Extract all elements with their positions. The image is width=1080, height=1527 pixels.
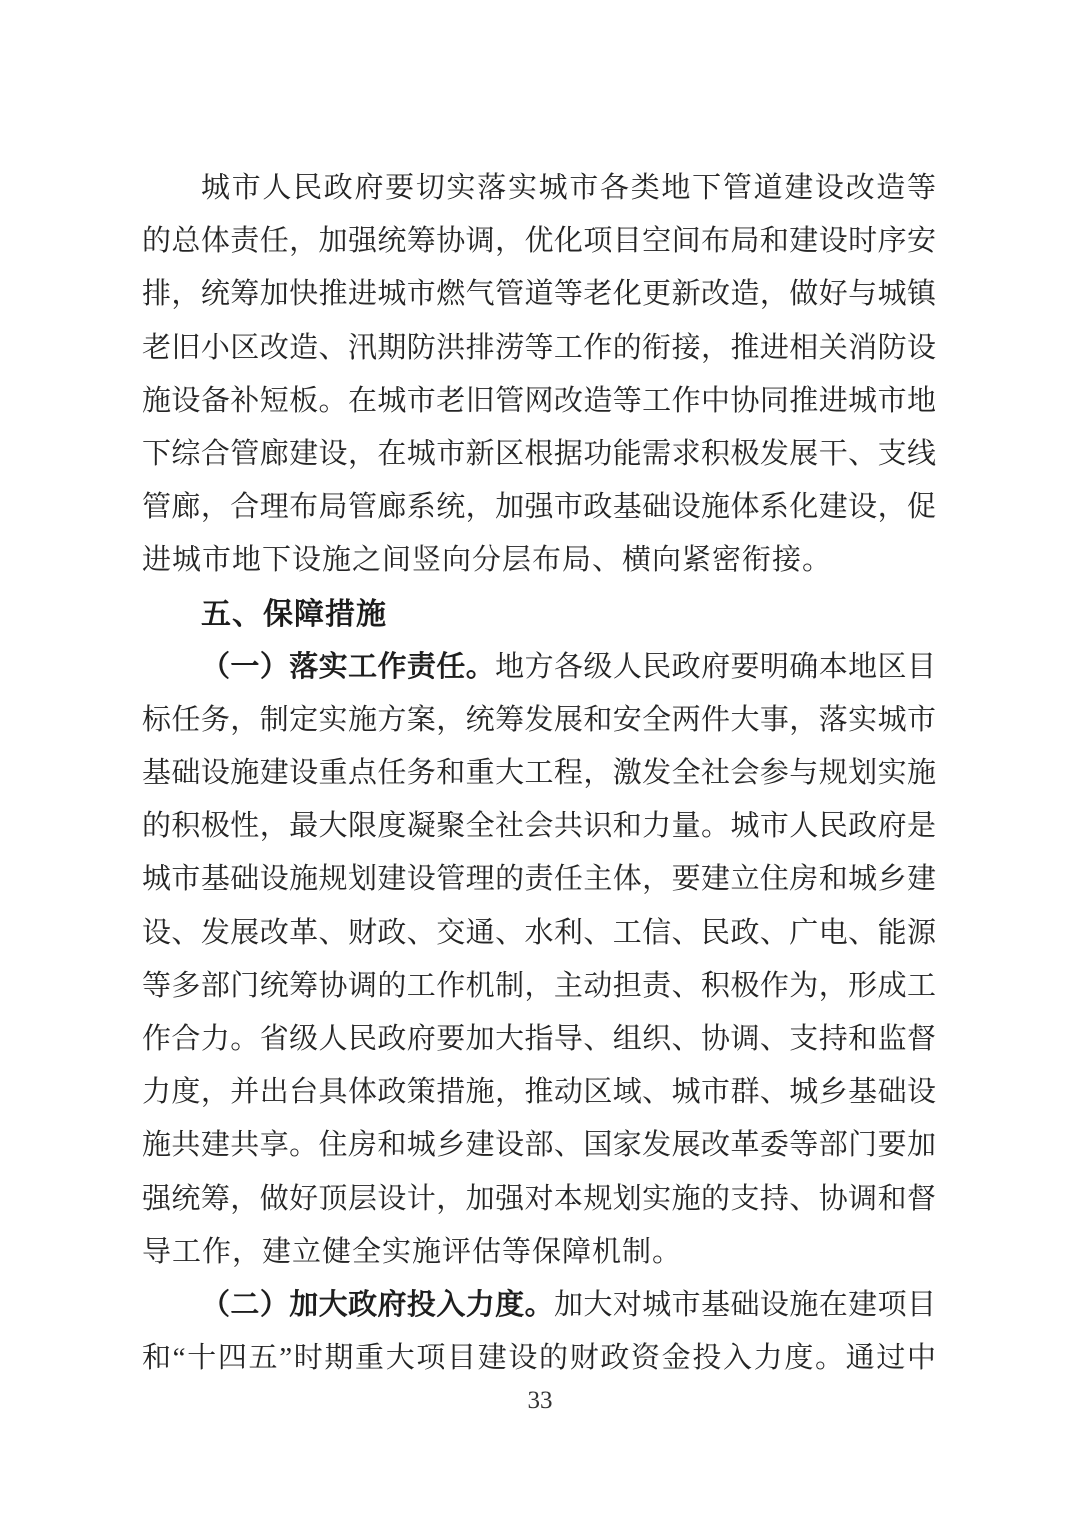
- line-text: 等多部门统筹协调的工作机制，主动担责、积极作为，形成工: [142, 969, 936, 1002]
- text-line: [142, 481, 936, 534]
- line-text: 城市基础设施规划建设管理的责任主体，要建立住房和城乡建: [142, 863, 936, 896]
- line-text: 和“十四五”时期重大项目建设的财政资金投入力度。通过中: [142, 1342, 936, 1375]
- text-line: [142, 322, 936, 375]
- text-line: [142, 853, 936, 906]
- text-line: [142, 428, 936, 481]
- line-text: 设、发展改革、财政、交通、水利、工信、民政、广电、能源: [142, 916, 936, 949]
- text-line: [142, 1066, 936, 1119]
- text-line: [142, 534, 936, 587]
- line-text: 的总体责任，加强统筹协调，优化项目空间布局和建设时序安: [142, 225, 936, 258]
- paragraph-lead: （一）落实工作责任。: [201, 650, 496, 683]
- page-number: 33: [527, 1387, 553, 1414]
- text-line: [142, 375, 936, 428]
- line-text: 标任务，制定实施方案，统筹发展和安全两件大事，落实城市: [142, 703, 936, 736]
- line-text: 施设备补短板。在城市老旧管网改造等工作中协同推进城市地: [142, 384, 936, 417]
- text-line: [142, 907, 936, 960]
- line-text: 城市人民政府要切实落实城市各类地下管道建设改造等: [201, 172, 936, 204]
- line-text: 五、保障措施: [201, 597, 387, 631]
- text-line: [142, 215, 936, 268]
- text-line: [142, 162, 936, 215]
- text-line: [142, 960, 936, 1013]
- line-text: 强统筹，做好顶层设计，加强对本规划实施的支持、协调和督: [142, 1182, 936, 1215]
- line-text: 基础设施建设重点任务和重大工程，激发全社会参与规划实施: [142, 757, 936, 790]
- line-text: 地方各级人民政府要明确本地区目: [495, 650, 936, 683]
- line-text: 加大对城市基础设施在建项目: [554, 1288, 936, 1321]
- text-line: [142, 1279, 936, 1332]
- text-line: [142, 1013, 936, 1066]
- paragraph-lead: （二）加大政府投入力度。: [201, 1288, 554, 1321]
- line-text: 老旧小区改造、汛期防洪排涝等工作的衔接，推进相关消防设: [142, 331, 936, 364]
- line-text: 导工作，建立健全实施评估等保障机制。: [142, 1235, 683, 1268]
- text-line: [142, 1173, 936, 1226]
- text-line: [142, 747, 936, 800]
- line-text: 施共建共享。住房和城乡建设部、国家发展改革委等部门要加: [142, 1129, 936, 1162]
- text-line: [142, 1332, 936, 1385]
- text-line: [142, 1119, 936, 1172]
- line-text: 管廊，合理布局管廊系统，加强市政基础设施体系化建设，促: [142, 491, 936, 524]
- text-line: [142, 800, 936, 853]
- line-text: 排，统筹加快推进城市燃气管道等老化更新改造，做好与城镇: [142, 278, 936, 311]
- text-line: [142, 641, 936, 694]
- text-line: [142, 694, 936, 747]
- section-heading: [142, 588, 936, 641]
- line-text: 进城市地下设施之间竖向分层布局、横向紧密衔接。: [142, 544, 833, 577]
- text-line: [142, 1226, 936, 1279]
- text-line: [142, 268, 936, 321]
- line-text: 作合力。省级人民政府要加大指导、组织、协调、支持和监督: [142, 1023, 936, 1055]
- line-text: 力度，并出台具体政策措施，推动区域、城市群、城乡基础设: [142, 1076, 936, 1109]
- document-body: [142, 162, 936, 1385]
- line-text: 的积极性，最大限度凝聚全社会共识和力量。城市人民政府是: [142, 810, 936, 843]
- line-text: 下综合管廊建设，在城市新区根据功能需求积极发展干、支线: [142, 437, 936, 470]
